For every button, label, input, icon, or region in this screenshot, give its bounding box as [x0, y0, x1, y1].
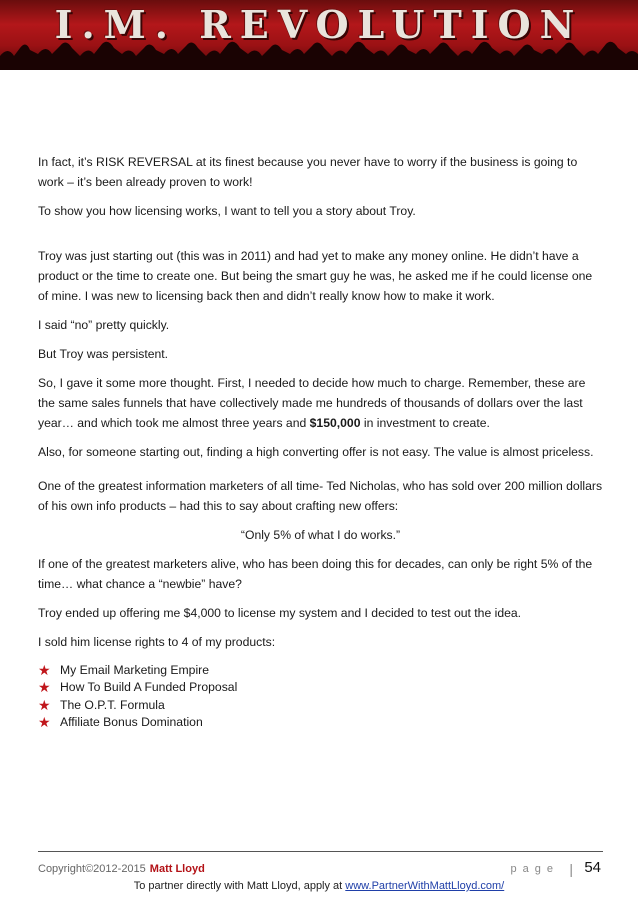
partner-link[interactable]: www.PartnerWithMattLloyd.com/: [345, 880, 505, 892]
list-item: [38, 696, 603, 714]
paragraph: If one of the greatest marketers alive, who has been doing this for decades, can only be right 5% of the time… what chance a “newbie” have?: [38, 557, 593, 591]
quote: “Only 5% of what I do works.”: [240, 528, 401, 542]
list-item: [38, 714, 603, 732]
text-run: in investment to create.: [360, 416, 490, 430]
list-item-label: How To Build A Funded Proposal: [60, 680, 238, 695]
paragraph: But Troy was persistent.: [38, 347, 169, 361]
page-body: [38, 152, 603, 731]
list-item-label: My Email Marketing Empire: [60, 662, 209, 677]
product-list: [38, 661, 603, 731]
copyright-label: Copyright©2012-2015: [38, 863, 146, 875]
page-number: 54: [584, 859, 601, 876]
list-item: [38, 679, 603, 697]
paragraph: To show you how licensing works, I want to tell you a story about Troy.: [38, 204, 416, 218]
list-item-label: The O.P.T. Formula: [60, 697, 165, 712]
page-separator: |: [569, 861, 573, 877]
investment-amount: $150,000: [309, 416, 361, 430]
author-name: Matt Lloyd: [149, 863, 205, 875]
star-icon: ★: [38, 714, 51, 731]
partner-text: To partner directly with Matt Lloyd, apply at: [133, 880, 346, 892]
paragraph: [38, 373, 603, 433]
star-icon: ★: [38, 696, 51, 713]
copyright-text: [38, 863, 205, 875]
paragraph: One of the greatest information marketers of all time- Ted Nicholas, who has sold over 200 million dollars of his own info products – had this to say about crafting new offers:: [38, 479, 603, 513]
paragraph: In fact, it’s RISK REVERSAL at its finest because you never have to worry if the business is going to work – it’s been already proven to work!: [38, 155, 578, 189]
partner-line: [0, 880, 638, 892]
page-label: page: [510, 863, 559, 875]
header-banner: [0, 0, 638, 70]
star-icon: ★: [38, 679, 51, 696]
star-icon: ★: [38, 661, 51, 678]
paragraph: I said “no” pretty quickly.: [38, 318, 170, 332]
footer: [38, 860, 603, 880]
paragraph: Troy ended up offering me $4,000 to license my system and I decided to test out the idea.: [38, 606, 522, 620]
list-item-label: Affiliate Bonus Domination: [60, 715, 203, 730]
banner-title: I.M. REVOLUTION: [54, 2, 584, 47]
footer-divider: [38, 851, 603, 852]
paragraph: I sold him license rights to 4 of my products:: [38, 635, 276, 649]
list-item: [38, 661, 603, 679]
paragraph: Also, for someone starting out, finding a high converting offer is not easy. The value is almost priceless.: [38, 445, 594, 459]
paragraph: Troy was just starting out (this was in 2011) and had yet to make any money online. He didn’t have a product or the time to create one. But being the smart guy he was, he asked me if he could license one of mine. I was new to licensing back then and didn’t really know how to make it work.: [38, 249, 593, 303]
text-run: So, I gave it some more thought. First, I needed to decide how much to charge. Remember, these are the same sales funnels that have collectively made me hundreds of thousands of dollars over the last year… and which took me almost three years and: [38, 376, 586, 430]
